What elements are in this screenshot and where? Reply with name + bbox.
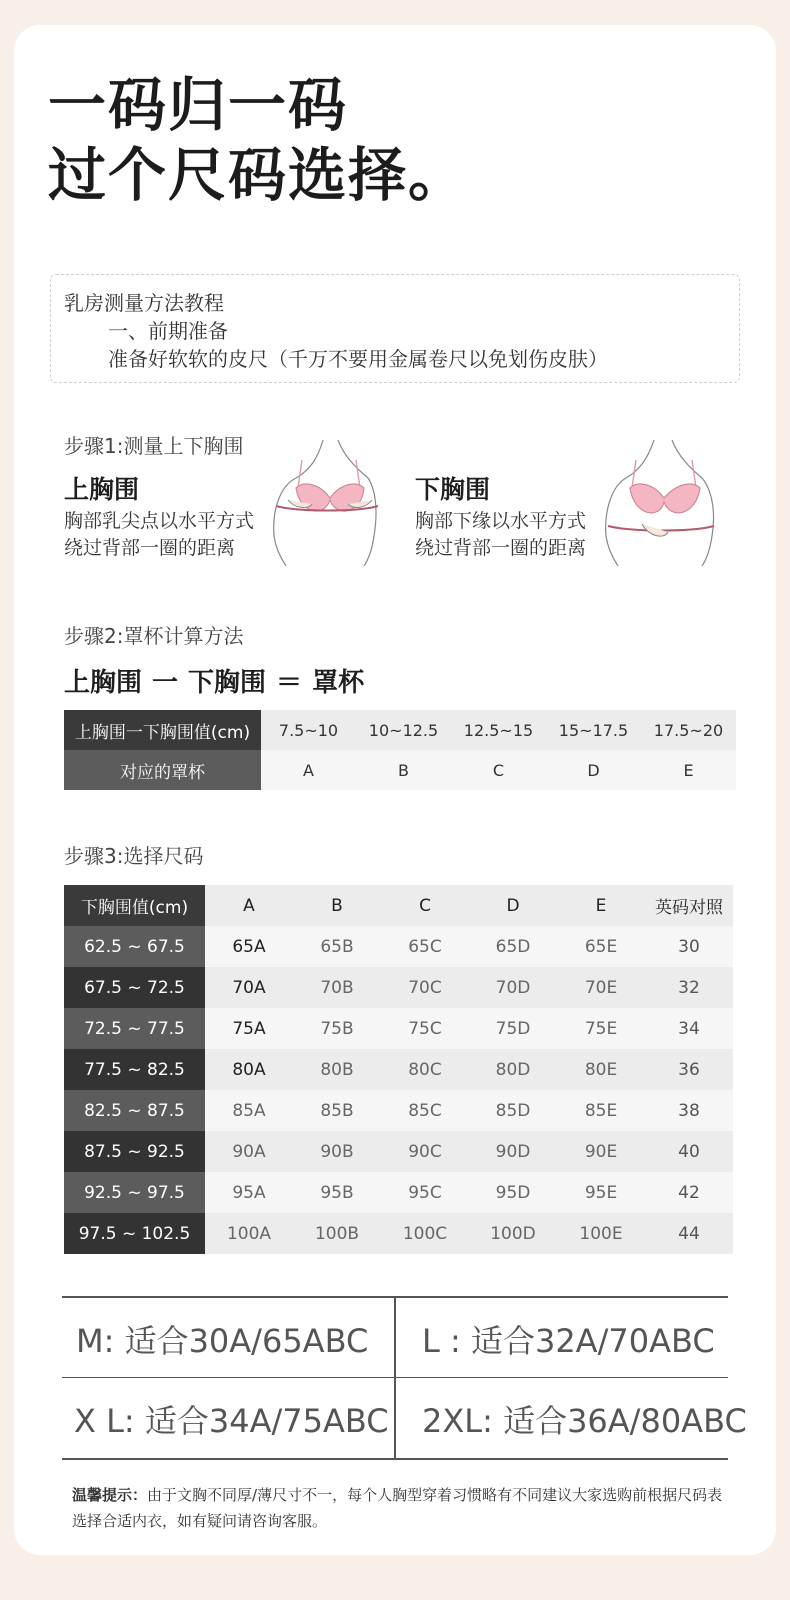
uk-size-cell: 30: [645, 926, 733, 967]
size-table-row: [64, 926, 733, 967]
size-row-range: 67.5 ~ 72.5: [64, 967, 205, 1008]
size-cell: 70C: [381, 967, 469, 1008]
size-col-header: 英码对照: [645, 885, 733, 926]
size-table-row: [64, 1049, 733, 1090]
size-cell: 75C: [381, 1008, 469, 1049]
size-cell: 95D: [469, 1172, 557, 1213]
cup-letter-cell: C: [451, 750, 546, 790]
cup-calculation-table: [64, 710, 736, 790]
prep-heading: 乳房测量方法教程: [64, 291, 224, 315]
uk-size-cell: 32: [645, 967, 733, 1008]
formula-cup: 罩杯: [312, 668, 365, 698]
warm-tips: [72, 1482, 727, 1534]
lower-bust-title: 下胸围: [415, 475, 491, 504]
formula-minus: 一: [152, 668, 179, 698]
size-row-range: 82.5 ~ 87.5: [64, 1090, 205, 1131]
size-cell: 80D: [469, 1049, 557, 1090]
fit-size-xl: X L: 适合34A/75ABC: [74, 1402, 389, 1440]
lower-bust-desc-line1: 胸部下缘以水平方式: [415, 510, 587, 532]
size-cell: 95E: [557, 1172, 645, 1213]
lower-bust-desc: [415, 508, 586, 562]
formula-equals: ＝: [276, 668, 303, 698]
size-cell: 85A: [205, 1090, 293, 1131]
size-cell: 70D: [469, 967, 557, 1008]
size-cell: 85C: [381, 1090, 469, 1131]
size-row-range: 92.5 ~ 97.5: [64, 1172, 205, 1213]
size-cell: 100C: [381, 1213, 469, 1254]
size-row-range: 77.5 ~ 82.5: [64, 1049, 205, 1090]
size-cell: 85B: [293, 1090, 381, 1131]
uk-size-cell: 44: [645, 1213, 733, 1254]
upper-bust-illustration: [268, 440, 380, 566]
fit-size-m: M: 适合30A/65ABC: [76, 1322, 369, 1360]
size-col-header: E: [557, 885, 645, 926]
size-cell: 100A: [205, 1213, 293, 1254]
cup-range-cell: 7.5~10: [261, 710, 356, 750]
cup-letter-cell: E: [641, 750, 736, 790]
uk-size-cell: 40: [645, 1131, 733, 1172]
fit-grid-divider: [394, 1296, 396, 1460]
size-table-row: [64, 1008, 733, 1049]
size-cell: 75D: [469, 1008, 557, 1049]
upper-bust-desc: [64, 508, 254, 562]
size-cell: 65D: [469, 926, 557, 967]
size-cell: 70E: [557, 967, 645, 1008]
page-title: [48, 70, 468, 210]
cup-letter-cell: A: [261, 750, 356, 790]
size-cell: 90B: [293, 1131, 381, 1172]
step2-label: 步骤2:罩杯计算方法: [64, 624, 244, 648]
cup-letter-cell: B: [356, 750, 451, 790]
uk-size-cell: 38: [645, 1090, 733, 1131]
fit-size-l: L : 适合32A/70ABC: [422, 1322, 715, 1360]
size-cell: 100E: [557, 1213, 645, 1254]
size-row-range: 97.5 ~ 102.5: [64, 1213, 205, 1254]
size-cell: 75E: [557, 1008, 645, 1049]
size-table-row: [64, 1172, 733, 1213]
upper-bust-title: 上胸围: [64, 475, 140, 504]
uk-size-cell: 36: [645, 1049, 733, 1090]
size-table-header-row: [64, 885, 733, 926]
cup-table-cup-row: [64, 750, 736, 790]
size-cell: 80B: [293, 1049, 381, 1090]
lower-bust-desc-line2: 绕过背部一圈的距离: [415, 537, 587, 559]
size-cell: 90C: [381, 1131, 469, 1172]
title-line-1: 一码归一码: [48, 71, 349, 139]
size-cell: 80A: [205, 1049, 293, 1090]
formula-upper: 上胸围: [64, 668, 143, 698]
size-table-row: [64, 1213, 733, 1254]
size-chart-table: [64, 885, 733, 1254]
lower-bust-illustration: [602, 440, 718, 566]
size-col-header: A: [205, 885, 293, 926]
size-cell: 75B: [293, 1008, 381, 1049]
measurement-prep-box: [50, 274, 740, 383]
size-row-range: 62.5 ~ 67.5: [64, 926, 205, 967]
size-table-row: [64, 967, 733, 1008]
size-cell: 80E: [557, 1049, 645, 1090]
size-cell: 65A: [205, 926, 293, 967]
formula-lower: 下胸围: [188, 668, 267, 698]
size-cell: 65C: [381, 926, 469, 967]
uk-size-cell: 42: [645, 1172, 733, 1213]
size-cell: 95C: [381, 1172, 469, 1213]
tips-text: 由于文胸不同厚/薄尺寸不一，每个人胸型穿着习惯略有不同建议大家选购前根据尺码表选择合适内衣，如有疑问请咨询客服。: [72, 1486, 723, 1530]
cup-range-cell: 12.5~15: [451, 710, 546, 750]
size-cell: 85E: [557, 1090, 645, 1131]
cup-table-row-label: 对应的罩杯: [64, 750, 261, 790]
size-cell: 90E: [557, 1131, 645, 1172]
size-table-row: [64, 1090, 733, 1131]
prep-subheading: 一、前期准备: [108, 319, 228, 343]
cup-range-cell: 15~17.5: [546, 710, 641, 750]
cup-table-range-row: [64, 710, 736, 750]
size-cell: 90A: [205, 1131, 293, 1172]
size-cell: 75A: [205, 1008, 293, 1049]
tips-label: 温馨提示：: [72, 1486, 148, 1504]
upper-bust-desc-line2: 绕过背部一圈的距离: [64, 537, 236, 559]
size-cell: 90D: [469, 1131, 557, 1172]
size-cell: 65B: [293, 926, 381, 967]
size-fit-grid: [62, 1296, 747, 1460]
size-cell: 70B: [293, 967, 381, 1008]
size-cell: 65E: [557, 926, 645, 967]
size-col-header: B: [293, 885, 381, 926]
step1-label: 步骤1:测量上下胸围: [64, 434, 244, 458]
size-cell: 80C: [381, 1049, 469, 1090]
cup-table-header: 上胸围一下胸围值(cm): [64, 710, 261, 750]
size-row-range: 87.5 ~ 92.5: [64, 1131, 205, 1172]
size-cell: 95B: [293, 1172, 381, 1213]
prep-text: 准备好软软的皮尺（千万不要用金属卷尺以免划伤皮肤）: [108, 347, 608, 371]
step3-label: 步骤3:选择尺码: [64, 844, 204, 868]
title-line-2: 过个尺码选择。: [48, 141, 469, 209]
size-cell: 95A: [205, 1172, 293, 1213]
size-table-corner: 下胸围值(cm): [64, 885, 205, 926]
size-row-range: 72.5 ~ 77.5: [64, 1008, 205, 1049]
cup-range-cell: 10~12.5: [356, 710, 451, 750]
size-cell: 70A: [205, 967, 293, 1008]
cup-range-cell: 17.5~20: [641, 710, 736, 750]
cup-formula: [64, 662, 364, 699]
upper-bust-desc-line1: 胸部乳尖点以水平方式: [64, 510, 255, 532]
size-cell: 100D: [469, 1213, 557, 1254]
size-col-header: D: [469, 885, 557, 926]
size-cell: 85D: [469, 1090, 557, 1131]
fit-size-2xl: 2XL: 适合36A/80ABC: [422, 1402, 747, 1440]
size-col-header: C: [381, 885, 469, 926]
size-table-row: [64, 1131, 733, 1172]
size-cell: 100B: [293, 1213, 381, 1254]
uk-size-cell: 34: [645, 1008, 733, 1049]
cup-letter-cell: D: [546, 750, 641, 790]
